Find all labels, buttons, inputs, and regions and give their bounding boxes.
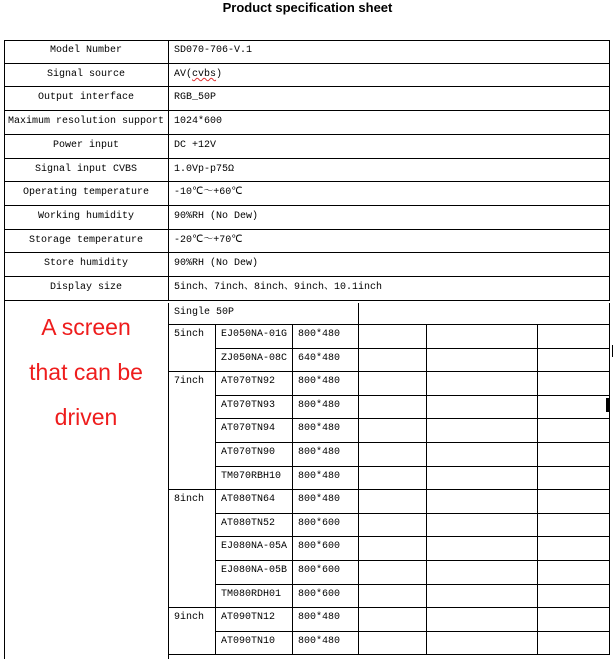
size-group-label: 5inch <box>169 325 216 372</box>
driven-note-line: that can be <box>29 359 143 385</box>
empty-cell <box>427 632 538 655</box>
driven-note-line: driven <box>54 404 118 430</box>
screen-resolution: 800*600 <box>293 585 359 608</box>
empty-cell <box>427 325 538 349</box>
screen-resolution: 800*600 <box>293 561 359 585</box>
empty-cell <box>427 561 538 585</box>
screen-model: AT080TN52 <box>216 514 293 537</box>
size-group-label: 9inch <box>169 608 216 655</box>
screen-model: AT070TN93 <box>216 396 293 419</box>
spec-label: Storage temperature <box>4 230 169 253</box>
spec-value: AV(cvbs) <box>169 64 610 87</box>
spec-value: SD070-706-V.1 <box>169 40 610 64</box>
interface-header: Single 50P <box>169 303 359 325</box>
empty-cell <box>538 325 610 349</box>
empty-cell <box>538 419 610 443</box>
empty-cell <box>427 608 538 632</box>
empty-cell <box>538 467 610 490</box>
empty-cell <box>359 372 427 396</box>
empty-cell <box>538 514 610 537</box>
screen-resolution: 800*480 <box>293 325 359 349</box>
spec-label: Model Number <box>4 40 169 64</box>
screen-resolution: 800*480 <box>293 490 359 514</box>
screen-resolution: 800*480 <box>293 632 359 655</box>
empty-cell <box>427 467 538 490</box>
page-title: Product specification sheet <box>222 0 393 15</box>
screen-model: EJ080NA-05A <box>216 537 293 561</box>
spec-label: Display size <box>4 277 169 301</box>
screen-resolution: 800*480 <box>293 443 359 467</box>
spec-label: Operating temperature <box>4 182 169 206</box>
empty-cell <box>359 443 427 467</box>
empty-cell <box>427 585 538 608</box>
empty-cell <box>427 419 538 443</box>
spec-label: Store humidity <box>4 253 169 277</box>
screen-model: AT090TN10 <box>216 632 293 655</box>
screen-model: EJ050NA-01G <box>216 325 293 349</box>
empty-cell <box>427 372 538 396</box>
empty-cell <box>427 349 538 372</box>
empty-cell <box>359 396 427 419</box>
screen-model: AT070TN90 <box>216 443 293 467</box>
screen-resolution: 800*480 <box>293 467 359 490</box>
empty-cell <box>359 303 610 325</box>
spec-value: 1.0Vp-p75Ω <box>169 159 610 182</box>
empty-cell <box>538 632 610 655</box>
screen-resolution: 800*480 <box>293 372 359 396</box>
screen-model: TM080RDH01 <box>216 585 293 608</box>
spec-label: Power input <box>4 135 169 159</box>
empty-cell <box>359 608 427 632</box>
empty-cell <box>427 514 538 537</box>
spec-value: 1024*600 <box>169 111 610 135</box>
screen-model: AT090TN12 <box>216 608 293 632</box>
spec-label: Output interface <box>4 87 169 111</box>
screen-resolution: 640*480 <box>293 349 359 372</box>
screen-resolution: 800*480 <box>293 419 359 443</box>
empty-cell <box>538 349 610 372</box>
edge-marker <box>612 345 613 357</box>
empty-cell <box>427 443 538 467</box>
empty-cell <box>359 585 427 608</box>
empty-cell <box>359 467 427 490</box>
screen-model: EJ080NA-05B <box>216 561 293 585</box>
spec-value: -10℃～+60℃ <box>169 182 610 206</box>
screen-resolution: 800*480 <box>293 608 359 632</box>
empty-cell <box>427 396 538 419</box>
screen-model: AT070TN94 <box>216 419 293 443</box>
spec-label: Signal source <box>4 64 169 87</box>
empty-cell <box>427 537 538 561</box>
empty-cell <box>359 490 427 514</box>
empty-cell <box>538 396 610 419</box>
empty-cell <box>359 632 427 655</box>
empty-cell <box>359 537 427 561</box>
empty-cell <box>359 419 427 443</box>
empty-cell <box>359 325 427 349</box>
empty-cell <box>359 514 427 537</box>
spec-value: 90%RH (No Dew) <box>169 206 610 230</box>
empty-cell <box>538 561 610 585</box>
empty-cell <box>538 608 610 632</box>
spec-value: RGB_50P <box>169 87 610 111</box>
screen-resolution: 800*480 <box>293 396 359 419</box>
driven-note-line: A screen <box>41 314 131 340</box>
empty-cell <box>427 490 538 514</box>
screen-model: AT080TN64 <box>216 490 293 514</box>
spec-value: 5inch、7inch、8inch、9inch、10.1inch <box>169 277 610 301</box>
screen-model: TM070RBH10 <box>216 467 293 490</box>
edge-marker <box>606 398 609 412</box>
empty-cell <box>538 443 610 467</box>
spec-value: 90%RH (No Dew) <box>169 253 610 277</box>
empty-cell <box>359 561 427 585</box>
screen-model: ZJ050NA-08C <box>216 349 293 372</box>
spec-label: Maximum resolution support <box>4 111 169 135</box>
spec-value: -20℃～+70℃ <box>169 230 610 253</box>
spec-value: DC +12V <box>169 135 610 159</box>
empty-cell <box>538 490 610 514</box>
empty-cell <box>538 537 610 561</box>
screen-model: AT070TN92 <box>216 372 293 396</box>
spec-label: Signal input CVBS <box>4 159 169 182</box>
driven-screens-note <box>4 303 169 659</box>
size-group-label: 7inch <box>169 372 216 490</box>
empty-cell <box>359 349 427 372</box>
empty-cell <box>538 585 610 608</box>
screen-resolution: 800*600 <box>293 537 359 561</box>
empty-cell <box>538 372 610 396</box>
size-group-label: 8inch <box>169 490 216 608</box>
screen-resolution: 800*600 <box>293 514 359 537</box>
spec-label: Working humidity <box>4 206 169 230</box>
